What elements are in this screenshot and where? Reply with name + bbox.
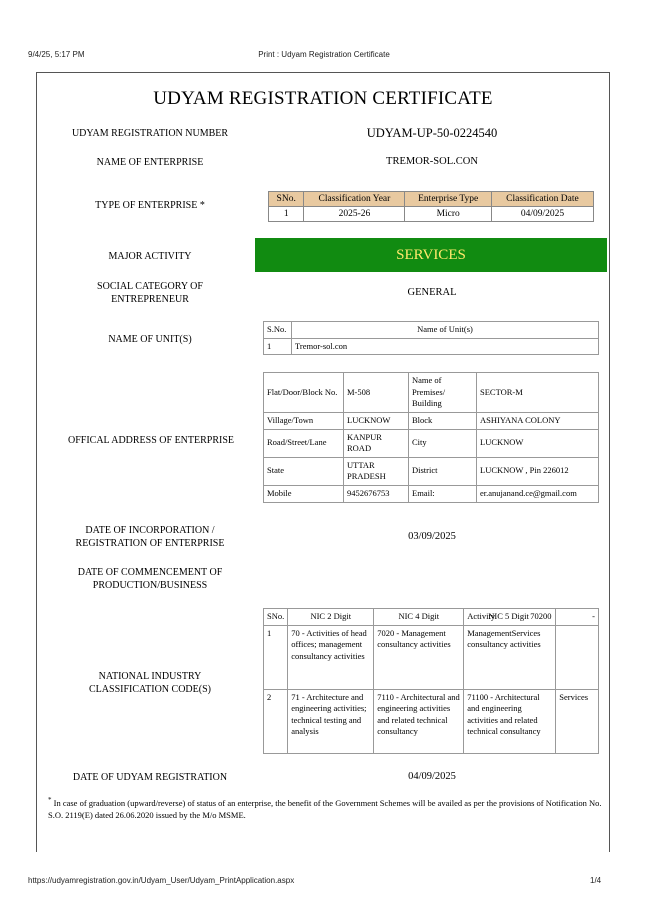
commencement-label-line: PRODUCTION/BUSINESS: [92, 580, 208, 591]
udyam-date-label: DATE OF UDYAM REGISTRATION: [72, 772, 228, 783]
nic-label-line: NATIONAL INDUSTRY: [98, 671, 202, 682]
district-label: District: [409, 457, 477, 485]
nic-header: SNo.: [264, 609, 288, 626]
classification-header: Classification Year: [304, 192, 405, 207]
block-label: Block: [409, 413, 477, 430]
social-category-value: GENERAL: [407, 287, 457, 298]
nic-header: NIC 4 Digit: [374, 609, 464, 626]
premises-value: SECTOR-M: [477, 373, 599, 413]
classification-cell: 1: [269, 207, 304, 222]
commencement-label-line: DATE OF COMMENCEMENT OF: [77, 567, 223, 578]
state-value: UTTAR PRADESH: [344, 457, 409, 485]
nic-label-line: CLASSIFICATION CODE(S): [89, 684, 211, 695]
nic-header: NIC 2 Digit: [288, 609, 374, 626]
nic-cell: 70 - Activities of head offices; management consultancy activities: [288, 625, 374, 689]
units-cell: 1: [264, 338, 292, 355]
classification-header: Classification Date: [491, 192, 593, 207]
nic-cell: ManagementServices consultancy activities: [464, 625, 556, 689]
footnote-mark: *: [48, 796, 52, 804]
premises-label: Name of Premises/ Building: [409, 373, 477, 413]
district-value: LUCKNOW , Pin 226012: [477, 457, 599, 485]
classification-header: Enterprise Type: [405, 192, 491, 207]
email-value: er.anujanand.ce@gmail.com: [477, 485, 599, 502]
nic-cell: [556, 625, 599, 689]
road-label: Road/Street/Lane: [264, 429, 344, 457]
address-label: OFFICAL ADDRESS OF ENTERPRISE: [67, 435, 235, 446]
nic-cell: 7110 - Architectural and engineering activities and related technical consultancy: [374, 689, 464, 753]
flat-value: M-508: [344, 373, 409, 413]
enterprise-type-label: TYPE OF ENTERPRISE *: [95, 200, 205, 211]
classification-cell: 2025-26: [304, 207, 405, 222]
address-table: [263, 372, 599, 503]
nic-cell: Services: [556, 689, 599, 753]
incorporation-label: [40, 524, 260, 550]
major-activity-label: MAJOR ACTIVITY: [108, 251, 192, 262]
reg-number-label: UDYAM REGISTRATION NUMBER: [71, 128, 229, 139]
udyam-date-value: 04/09/2025: [408, 771, 456, 782]
city-value: LUCKNOW: [477, 429, 599, 457]
units-table: [263, 321, 599, 355]
nic-cell: 1: [264, 625, 288, 689]
classification-header: SNo.: [269, 192, 304, 207]
units-header: S.No.: [264, 322, 292, 339]
social-category-label-line: SOCIAL CATEGORY OF: [97, 281, 203, 292]
mobile-label: Mobile: [264, 485, 344, 502]
incorporation-date: 03/09/2025: [408, 531, 456, 542]
print-page-number: 1/4: [590, 876, 602, 885]
city-label: City: [409, 429, 477, 457]
block-value: ASHIYANA COLONY: [477, 413, 599, 430]
nic-header-activity: Activity: [467, 611, 496, 621]
commencement-label: [40, 566, 260, 592]
footnote-text: In case of graduation (upward/reverse) of status of an enterprise, the benefit of the Government Schemes will be availed as per the provisions of Notification No. S.O. 2119(E) dated 26.06.2020 issued by the M/o MSME.: [48, 797, 602, 820]
units-header: Name of Unit(s): [292, 322, 599, 339]
enterprise-name-label: NAME OF ENTERPRISE: [96, 157, 204, 168]
classification-cell: 04/09/2025: [491, 207, 593, 222]
print-url: https://udyamregistration.gov.in/Udyam_User/Udyam_PrintApplication.aspx: [28, 876, 295, 885]
nic-header-5digit: NIC 5 Digit: [488, 611, 529, 621]
enterprise-name-value: TREMOR-SOL.CON: [386, 156, 478, 167]
reg-number-value: UDYAM-UP-50-0224540: [366, 126, 498, 140]
print-page-title: Print : Udyam Registration Certificate: [258, 50, 390, 59]
units-label: NAME OF UNIT(S): [108, 334, 192, 345]
print-datetime: 9/4/25, 5:17 PM: [28, 50, 85, 59]
incorporation-label-line: REGISTRATION OF ENTERPRISE: [75, 538, 225, 549]
nic-cell: 2: [264, 689, 288, 753]
footnote: [48, 794, 603, 821]
units-cell: Tremor-sol.con: [292, 338, 599, 355]
mobile-value: 9452676753: [344, 485, 409, 502]
state-label: State: [264, 457, 344, 485]
classification-cell: Micro: [405, 207, 491, 222]
nic-cell: 71 - Architecture and engineering activities; technical testing and analysis: [288, 689, 374, 753]
nic-table: [263, 608, 599, 754]
classification-table: [268, 191, 594, 222]
social-category-label: [40, 280, 260, 306]
nic-header: [464, 609, 556, 626]
social-category-label-line: ENTREPRENEUR: [111, 294, 189, 305]
nic-header-dash: -: [556, 609, 599, 626]
incorporation-label-line: DATE OF INCORPORATION /: [85, 525, 215, 536]
village-value: LUCKNOW: [344, 413, 409, 430]
nic-cell: 71100 - Architectural and engineering activities and related technical consultancy: [464, 689, 556, 753]
nic-label: [40, 670, 260, 696]
nic-header-overlap: 70200: [530, 611, 552, 621]
major-activity-banner: SERVICES: [255, 238, 607, 272]
email-label: Email:: [409, 485, 477, 502]
village-label: Village/Town: [264, 413, 344, 430]
road-value: KANPUR ROAD: [344, 429, 409, 457]
flat-label: Flat/Door/Block No.: [264, 373, 344, 413]
nic-cell: 7020 - Management consultancy activities: [374, 625, 464, 689]
certificate-title: UDYAM REGISTRATION CERTIFICATE: [153, 88, 493, 109]
